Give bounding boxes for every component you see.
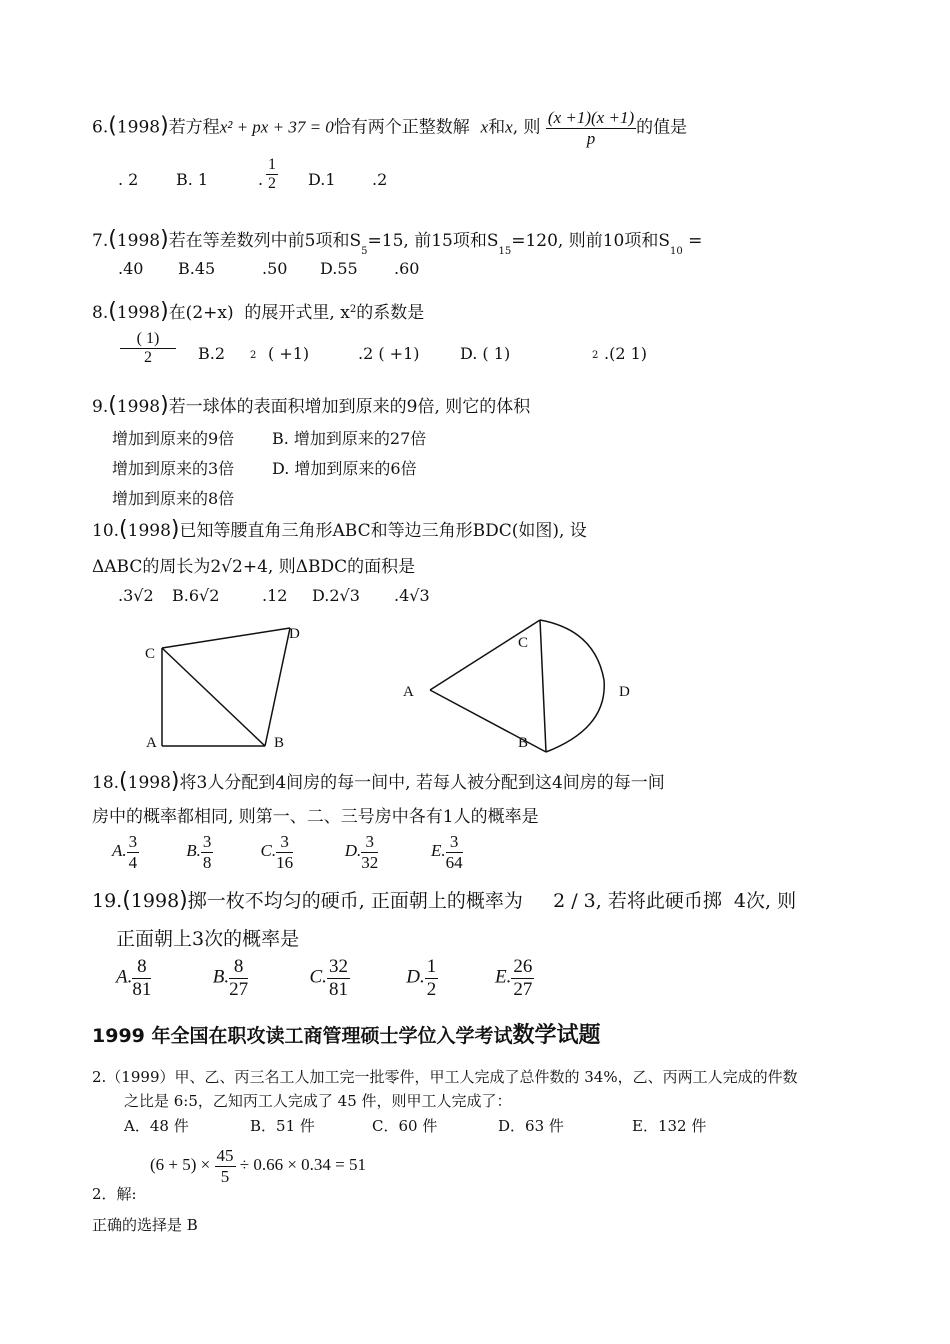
q6-frac-den: p (586, 128, 596, 148)
q2-option-e: E．132 件 (632, 1117, 707, 1135)
q9-option-c: 增加到原来的3倍 (112, 459, 235, 478)
q18-opt-e-label: E. (431, 840, 446, 860)
section-title (92, 1018, 601, 1049)
q7-option-e: .60 (394, 259, 420, 278)
q2-line2: 之比是 6:5，乙知丙工人完成了 45 件，则甲工人完成了： (124, 1092, 512, 1110)
q7-text2: =15, 前15项和S (367, 231, 499, 251)
q9-year: 1998 (116, 397, 161, 417)
q9-option-b: B. 增加到原来的27倍 (272, 429, 427, 448)
q18-text: 将3人分配到4间房的每一间中, 若每人被分配到这4间房的每一间 (179, 773, 665, 793)
q18-opt-c-label: C. (260, 840, 277, 860)
q8-text2: 的展开式里, x (244, 303, 350, 323)
q7-text: 若在等差数列中前5项和S (168, 231, 362, 251)
q10-text: 已知等腰直角三角形ABC和等边三角形BDC(如图), 设 (179, 521, 587, 541)
q18-option-e (431, 832, 501, 872)
q18-opt-d-num: 3 (361, 832, 378, 853)
section-title-a: 1999 年全国在职攻读工商管理硕士学位入学考试 (92, 1025, 513, 1047)
q9-option-a: 增加到原来的9倍 (112, 429, 235, 448)
q6-line: 6.(1998)若方程x² + px + 37 = 0恰有两个正整数解 x和x, 则 $\frac{(x +1)(x +1)}{p}$ 的值是 (92, 108, 688, 148)
q19-line2: 正面朝上3次的概率是 (116, 928, 300, 950)
q18-option-c (261, 832, 341, 872)
q19-year: 1998 (130, 890, 180, 912)
q19-opt-c-num: 32 (328, 956, 348, 977)
label-d-2: D (619, 684, 630, 700)
edge-cb (162, 648, 265, 746)
q8-opt-a-den: 2 (144, 349, 152, 367)
q9-line: 9.(1998)若一球体的表面积增加到原来的9倍, 则它的体积 (92, 393, 531, 418)
q19-opt-d-label: D. (406, 966, 425, 988)
q18-year: 1998 (127, 773, 171, 793)
q2-option-d: D．63 件 (498, 1117, 564, 1135)
q10-option-e: .4√3 (394, 586, 430, 605)
q8-opt-a-num: ( 1) (120, 330, 176, 349)
q18-option-a (112, 832, 182, 872)
q18-options (112, 832, 501, 872)
q19-opt-e-label: E. (495, 966, 512, 988)
q6-text-a: 若方程 (168, 117, 220, 138)
q6-frac-num: (x +1)(x +1) (547, 108, 635, 127)
edge-cd (162, 628, 290, 648)
q7-option-a: .40 (118, 259, 144, 278)
q8-option-b-rest: ( +1) (268, 344, 310, 363)
q18-opt-a-label: A. (112, 840, 127, 860)
q18-opt-a-den: 4 (128, 852, 138, 872)
q6-year: 1998 (116, 117, 161, 138)
edge-ab-2 (430, 690, 546, 752)
q18-line2: 房中的概率都相同, 则第一、二、三号房中各有1人的概率是 (92, 807, 539, 827)
q19-opt-d-num: 1 (426, 956, 437, 977)
q19-text: 掷一枚不均匀的硬币, 正面朝上的概率为 (187, 890, 523, 912)
q18-opt-a-num: 3 (128, 832, 138, 851)
q7-option-d: D.55 (320, 259, 358, 278)
q8-option-e: .(2 1) (604, 344, 648, 363)
q18-option-d (345, 832, 427, 872)
q2-option-a: A．48 件 (124, 1117, 189, 1135)
q6-option-a: . 2 (118, 170, 139, 189)
arc-cdb (540, 620, 604, 752)
q19-opt-b-label: B. (212, 966, 230, 988)
label-c-2: C (518, 635, 529, 651)
q18-opt-b-den: 8 (202, 852, 212, 872)
q18-opt-d-label: D. (344, 840, 362, 860)
q10-line: 10.(1998)已知等腰直角三角形ABC和等边三角形BDC(如图), 设 (92, 517, 587, 542)
q6-option-d: D.1 (308, 170, 336, 189)
q6-option-e: .2 (372, 170, 388, 189)
q8-year: 1998 (116, 303, 161, 323)
q2-solve-label: 2．解: (92, 1185, 137, 1203)
q19-opt-c-label: C. (309, 966, 327, 988)
sol-den: 5 (220, 1166, 230, 1186)
q19-opt-a-num: 8 (132, 956, 151, 979)
q19-line: 19.(1998)掷一枚不均匀的硬币, 正面朝上的概率为 2 / 3, 若将此硬币掷 4次, 则 (92, 888, 797, 913)
label-a: A (146, 735, 157, 751)
q7-option-c: .50 (262, 259, 288, 278)
q2-solution-formula (150, 1146, 366, 1186)
q19-opt-e-den: 27 (513, 978, 533, 1000)
q7-s5-sub: 5 (361, 246, 368, 257)
q7-text4: = (682, 231, 703, 251)
q7-option-b: B.45 (178, 259, 216, 278)
q19-text2: , 若将此硬币掷 (595, 890, 722, 912)
q19-opt-d-den: 2 (426, 978, 437, 1000)
q19-opt-b-den: 27 (229, 978, 249, 1000)
q6-option-c-frac (266, 156, 278, 194)
q19-opt-a-label: A. (116, 966, 133, 988)
label-c: C (145, 646, 156, 662)
q19-options (116, 956, 575, 1001)
label-d: D (289, 626, 300, 642)
q19-opt-a-den: 81 (132, 978, 152, 1000)
q19-prob: 2 / 3 (553, 890, 596, 912)
q2-line: 2.（1999）甲、乙、丙三名工人加工完一批零件，甲工人完成了总件数的 34%，乙、丙两工人完成的件数 (92, 1068, 798, 1086)
q8-option-b: B.2 (198, 344, 226, 363)
q6-text-b: 恰有两个正整数解 (333, 117, 470, 138)
q10-option-a: .3√2 (118, 586, 154, 605)
q2-option-c: C．60 件 (372, 1117, 438, 1135)
q7-year: 1998 (116, 231, 161, 251)
q10-option-d: D.2√3 (312, 586, 360, 605)
q19-times: 4次, 则 (733, 890, 797, 912)
figure-right (403, 620, 630, 752)
q2-option-b: B．51 件 (250, 1117, 315, 1135)
q19-option-c (310, 956, 402, 1001)
q10-line2: ΔABC的周长为2√2+4, 则ΔBDC的面积是 (92, 557, 416, 577)
q8-option-d: D. ( 1) (460, 344, 511, 363)
q9-option-d: D. 增加到原来的6倍 (272, 459, 417, 478)
q8-text3: 的系数是 (356, 303, 425, 323)
q10-option-c: .12 (262, 586, 288, 605)
q19-opt-b-num: 8 (229, 956, 248, 979)
q6-opt-frac-den: 2 (268, 175, 276, 193)
q8-option-d-sup: 2 (592, 350, 599, 361)
label-b-2: B (518, 735, 529, 751)
edge-ac-2 (430, 620, 540, 690)
q19-opt-e-num: 26 (513, 956, 533, 977)
edge-db (265, 628, 290, 746)
q18-opt-c-den: 16 (276, 852, 294, 872)
q18-opt-d-den: 32 (361, 852, 379, 872)
q19-opt-c-den: 81 (328, 978, 348, 1000)
q7-text3: =120, 则前10项和S (511, 231, 671, 251)
q18-line: 18.(1998)将3人分配到4间房的每一间中, 若每人被分配到这4间房的每一间 (92, 769, 665, 794)
q8-number: 8. (92, 303, 109, 323)
q19-number: 19. (92, 890, 123, 912)
q6-equation: x² + px + 37 = 0 (219, 117, 334, 137)
q10-number: 10. (92, 521, 120, 541)
q19-option-a (116, 956, 208, 1001)
q8-option-c: .2 ( +1) (358, 344, 420, 363)
q9-option-e: 增加到原来的8倍 (112, 489, 235, 508)
q6-option-b: B. 1 (176, 170, 209, 189)
q6-option-c: . (258, 170, 264, 189)
q6-text-c: , 则 (512, 117, 541, 138)
q6-opt-frac-num: 1 (266, 156, 278, 175)
q10-year: 1998 (127, 521, 171, 541)
q9-number: 9. (92, 397, 109, 417)
q19-option-b (213, 956, 305, 1001)
sol-right: ÷ 0.66 × 0.34 = 51 (239, 1154, 367, 1174)
q2-answer: 正确的选择是 B (92, 1216, 198, 1234)
q8-line: 8.(1998)在(2+x) 的展开式里, $x^2$的系数是 (92, 299, 425, 324)
q7-s15-sub: 15 (498, 246, 512, 257)
q10-option-b: B.6√2 (172, 586, 220, 605)
q7-s10-sub: 10 (670, 246, 683, 257)
q18-opt-b-label: B. (186, 840, 201, 860)
q6-x2: x (505, 117, 513, 137)
q8-text: 在(2+x) (168, 303, 234, 323)
q18-option-b (186, 832, 256, 872)
q18-opt-c-num: 3 (276, 832, 293, 853)
q7-number: 7. (92, 231, 109, 251)
q18-opt-e-num: 3 (446, 832, 463, 853)
q18-opt-e-den: 64 (445, 852, 463, 872)
q8-option-a (120, 330, 176, 368)
sol-left: (6 + 5) × (150, 1154, 211, 1174)
q9-text: 若一球体的表面积增加到原来的9倍, 则它的体积 (168, 397, 531, 417)
q6-number: 6. (92, 117, 109, 138)
q6-text-d: 的值是 (636, 117, 688, 138)
section-title-b: 数学试题 (512, 1023, 601, 1048)
q6-and: 和 (488, 117, 506, 138)
q10-figures (0, 610, 700, 760)
q6-x1: x (480, 117, 489, 137)
q6-fraction (546, 108, 636, 148)
figure-left (145, 626, 300, 751)
edge-cb-2 (540, 620, 546, 752)
q18-number: 18. (92, 773, 120, 793)
sol-num: 45 (216, 1146, 234, 1165)
q8-option-b-sup: 2 (250, 350, 257, 361)
q18-opt-b-num: 3 (202, 832, 212, 851)
q19-option-d (406, 956, 490, 1001)
label-b: B (274, 735, 285, 751)
label-a-2: A (403, 684, 414, 700)
q7-line: 7.(1998)若在等差数列中前5项和$S_5=15$, 前15项和$S_{15}=120$, 则前10项和$S_{10}$ = (92, 227, 703, 257)
q19-option-e (495, 956, 575, 1001)
